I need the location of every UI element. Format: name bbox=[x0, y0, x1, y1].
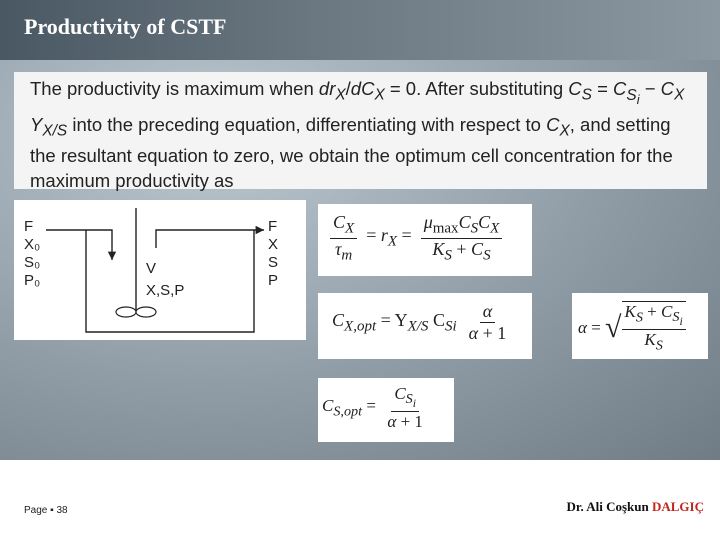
eq1-rhs-fraction: $\frac{\mu_{max}C_SC_X}{K_S + C_S}$ bbox=[421, 212, 503, 264]
outlet-label: S bbox=[268, 254, 279, 271]
contents-label: X,S,P bbox=[146, 282, 185, 299]
author-name: Dr. Ali Coşkun DALGIÇ bbox=[566, 499, 704, 514]
outlet-arrow bbox=[156, 230, 264, 248]
eq2-fraction: $\frac{\alpha}{\alpha + 1}$ bbox=[468, 301, 507, 343]
slide-title: Productivity of CSTF bbox=[24, 14, 227, 39]
reactor-diagram bbox=[14, 200, 306, 340]
eq1-lhs-fraction: $\frac{C_X}{\tau_m}$ bbox=[330, 212, 357, 264]
inlet-label: X₀ bbox=[24, 236, 41, 253]
explanation-panel bbox=[14, 72, 707, 192]
inlet-arrow bbox=[46, 230, 112, 260]
outlet-label: F bbox=[268, 218, 278, 235]
page-number: Page ▪ 38 bbox=[24, 505, 68, 516]
reactor-drawing bbox=[14, 200, 306, 340]
inlet-label: F bbox=[24, 218, 34, 235]
volume-label: V bbox=[146, 260, 157, 277]
inlet-label: S₀ bbox=[24, 254, 41, 271]
outlet-label: X bbox=[268, 236, 279, 253]
impeller-blade-right bbox=[136, 307, 156, 317]
equation-alpha: α = √ $\frac{K_S + C_{S_i}}{K_S}$ bbox=[572, 293, 708, 359]
eq4-fraction: $\frac{C_{S_i}}{\alpha + 1}$ bbox=[387, 384, 423, 432]
equation-rate: $\frac{C_X}{\tau_m}$ = $r_X$ = $\frac{\mu_{max}C_SC_X}{K_S + C_S}$ bbox=[318, 204, 532, 276]
inlet-label: P₀ bbox=[24, 272, 41, 289]
eq3-fraction: $\frac{K_S + C_{S_i}}{K_S}$ bbox=[622, 301, 686, 355]
vessel-outline bbox=[86, 230, 254, 332]
explanation-text: The productivity is maximum when $dr_X/dC_X = 0$. After substituting $C_S = C_{S_i} - C_X$ $Y_{X/S}$ into the preceding equation, differentiating with respect to $C_X$, and setting the resultant equation to zero, we obtain the optimum cell concentration for the maximum productivity as bbox=[30, 78, 685, 192]
outlet-label: P bbox=[268, 272, 279, 289]
equation-optimum-cell: $C_{X,opt} = Y_{X/S}$ $C_{Si}$ $\frac{\alpha}{\alpha + 1}$ bbox=[318, 293, 532, 359]
impeller-blade-left bbox=[116, 307, 136, 317]
equation-optimum-substrate: $C_{S,opt}$ = $\frac{C_{S_i}}{\alpha + 1}$ bbox=[318, 378, 454, 442]
